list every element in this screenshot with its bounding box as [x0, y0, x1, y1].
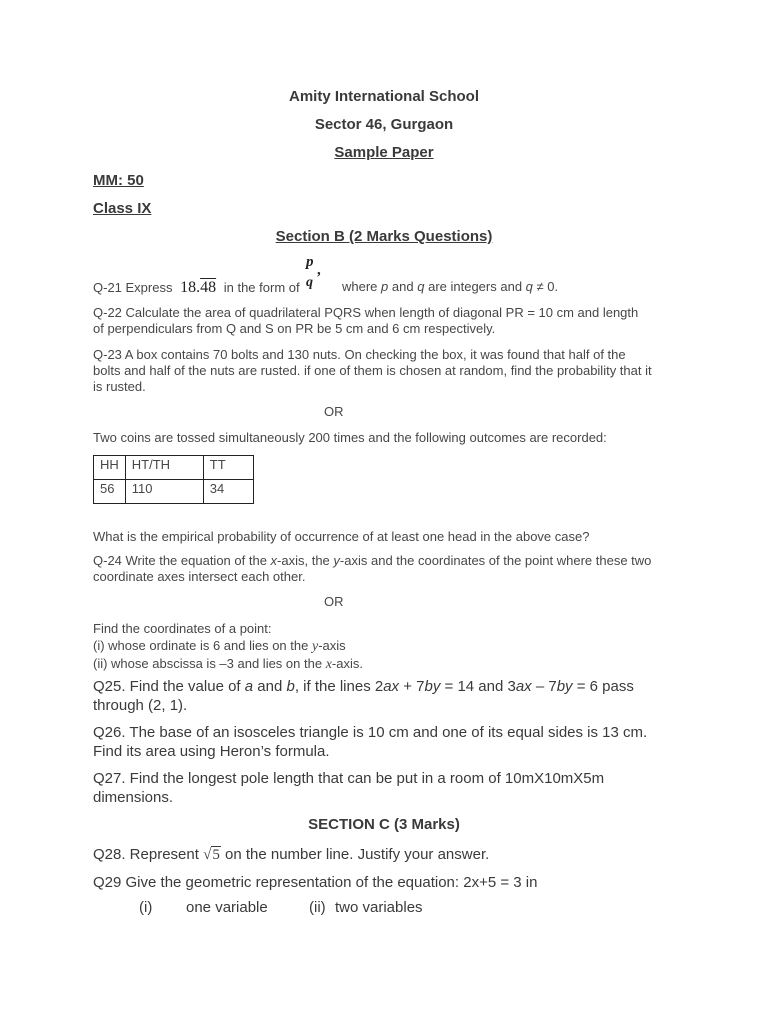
find-line2-text: (i) whose ordinate is 6 and lies on the: [93, 638, 309, 653]
q21-var-q2: q: [525, 279, 533, 294]
q24-part-a: Q-24 Write the equation of the: [93, 553, 267, 568]
q25-part-e: – 7: [531, 678, 557, 695]
q21-var-q: q: [417, 279, 425, 294]
q25-part-c: + 7: [399, 678, 425, 695]
q21-neq: ≠ 0.: [536, 279, 559, 294]
find-var-y: y: [311, 639, 319, 654]
question-27: [93, 769, 713, 807]
question-26: [93, 723, 713, 761]
section-c-title: SECTION C (3 Marks): [308, 816, 460, 833]
question-28: [93, 845, 713, 865]
question-23: [93, 347, 733, 395]
q21-where: where: [342, 279, 378, 294]
q24-var-x: x: [270, 553, 278, 568]
q29-option-1-num: (i): [139, 899, 153, 916]
q25-part-d: = 14 and 3: [440, 678, 516, 695]
table-row: [94, 480, 254, 504]
find-line3-text: (ii) whose abscissa is –3 and lies on the: [93, 656, 323, 671]
q24-part-b: -axis, the: [277, 553, 330, 568]
q22-line1: Q-22 Calculate the area of quadrilateral PQRS when length of diagonal PR = 10 cm and length: [93, 305, 639, 320]
q21-prefix: Q-21 Express: [93, 280, 173, 295]
q23-line3: is rusted.: [93, 379, 146, 394]
q26-line1: Q26. The base of an isosceles triangle is 10 cm and one of its equal sides is 13 cm.: [93, 724, 648, 741]
table-cell-htth: 110: [125, 480, 203, 504]
q25-by1: by: [424, 678, 441, 695]
q25-part-a: Q25. Find the value of: [93, 678, 241, 695]
q21-frac-numerator: p: [306, 254, 314, 270]
section-b-title: Section B (2 Marks Questions): [275, 228, 493, 245]
q25-line2: through (2, 1).: [93, 697, 188, 714]
coins-text: Two coins are tossed simultaneously 200 times and the following outcomes are recorded:: [93, 430, 607, 445]
q25-part-f: = 6 pass: [572, 678, 634, 695]
q28-part-a: Q28. Represent: [93, 846, 199, 863]
q24-var-y: y: [333, 553, 340, 568]
q28-part-b: on the number line. Justify your answer.: [224, 846, 490, 863]
find-line2-suffix: -axis: [318, 638, 346, 653]
empirical-question: What is the empirical probability of occurrence of at least one head in the above case?: [93, 529, 590, 544]
q25-var-b: b: [286, 678, 295, 695]
q25-and: and: [257, 678, 283, 695]
q21-are-integers: are integers and: [428, 279, 523, 294]
table-header-hh: HH: [94, 456, 126, 480]
q21-number: [180, 279, 216, 296]
find-line2: [93, 637, 693, 655]
find-var-x: x: [325, 657, 332, 672]
q25-line1: [93, 677, 693, 696]
q23-line1: Q-23 A box contains 70 bolts and 130 nuts. On checking the box, it was found that half of the: [93, 347, 626, 362]
or-separator-2: OR: [324, 594, 344, 609]
school-address: Sector 46, Gurgaon: [314, 116, 454, 133]
q25-var-a: a: [244, 678, 254, 695]
q24-line1: [93, 553, 733, 569]
q29-option-2-num: (ii): [309, 899, 326, 916]
school-name: Amity International School: [288, 88, 480, 105]
q21-frac-comma: ,: [317, 262, 321, 278]
table-cell-hh: 56: [94, 480, 126, 504]
find-coordinates: [93, 620, 693, 673]
q27-line2: dimensions.: [93, 789, 174, 806]
q22-line2: of perpendiculars from Q and S on PR be 5 cm and 6 cm respectively.: [93, 321, 496, 336]
q21-and: and: [391, 279, 414, 294]
q29-option-2: two variables: [335, 899, 423, 916]
q26-line2: Find its area using Heron’s formula.: [93, 743, 330, 760]
class-label: Class IX: [93, 200, 152, 217]
q24-part-c: -axis and the coordinates of the point where these two: [339, 553, 652, 568]
outcomes-table: [93, 455, 254, 504]
q28-sqrt: [203, 846, 221, 863]
q21-suffix: [342, 279, 558, 294]
q21-number-whole: 18.: [180, 279, 201, 296]
find-line1: Find the coordinates of a point:: [93, 621, 272, 636]
paper-title: Sample Paper: [334, 144, 434, 161]
q27-line1: Q27. Find the longest pole length that can be put in a room of 10mX10mX5m: [93, 770, 605, 787]
q23-line2: bolts and half of the nuts are rusted. if one of them is chosen at random, find the probability that it: [93, 363, 652, 378]
q24-line2: coordinate axes intersect each other.: [93, 569, 306, 584]
q28-radicand: 5: [212, 847, 220, 863]
table-header-tt: TT: [203, 456, 253, 480]
question-29: Q29 Give the geometric representation of the equation: 2x+5 = 3 in: [93, 874, 538, 891]
q25-part-b: , if the lines 2: [294, 678, 384, 695]
question-25: [93, 677, 693, 715]
max-marks: MM: 50: [93, 172, 144, 189]
find-line3-suffix: -axis.: [331, 656, 363, 671]
table-header-htth: HT/TH: [125, 456, 203, 480]
q29-option-1: one variable: [186, 899, 268, 916]
question-22: [93, 305, 733, 337]
q21-frac-denominator: q: [306, 275, 313, 290]
or-separator-1: OR: [324, 404, 344, 419]
q25-ax2: ax: [515, 678, 532, 695]
question-24: [93, 553, 733, 585]
q28-radical-icon: √: [203, 847, 212, 863]
q21-var-p: p: [381, 279, 389, 294]
find-line3: [93, 655, 693, 673]
table-header-row: [94, 456, 254, 480]
q25-ax1: ax: [383, 678, 400, 695]
table-cell-tt: 34: [203, 480, 253, 504]
q25-by2: by: [556, 678, 573, 695]
q21-number-repeat: 48: [200, 279, 217, 296]
q21-mid: in the form of: [223, 280, 300, 295]
